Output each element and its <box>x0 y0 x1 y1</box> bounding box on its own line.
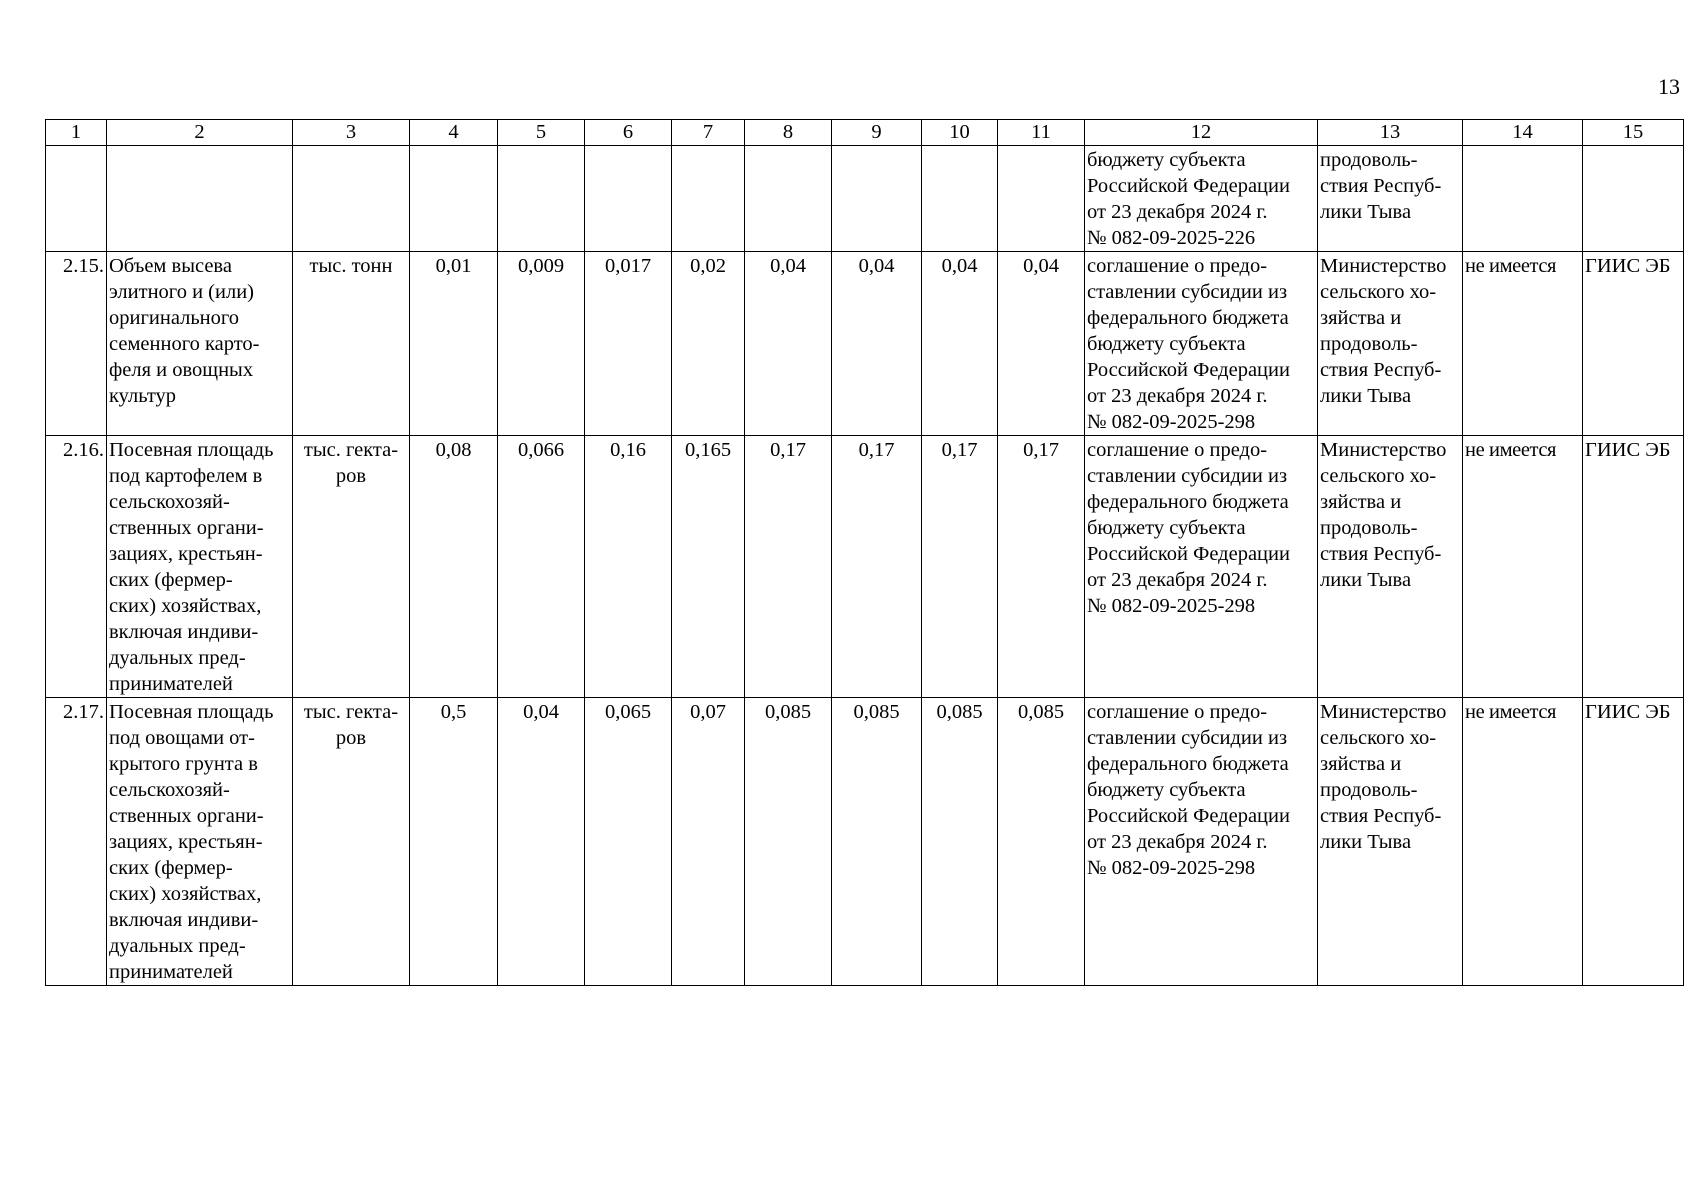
value-cell: 0,065 <box>585 698 672 986</box>
column-header: 10 <box>922 120 998 146</box>
value-cell: 0,16 <box>585 436 672 698</box>
column-header: 7 <box>672 120 745 146</box>
info-system-cell <box>1583 146 1684 252</box>
info-system-cell: ГИИС ЭБ <box>1583 698 1684 986</box>
responsible-org-cell: Министерство сельского хо- зяйства и продоволь- ствия Респуб- лики Тыва <box>1318 252 1463 436</box>
value-cell: 0,02 <box>672 252 745 436</box>
column-header: 13 <box>1318 120 1463 146</box>
value-cell: 0,009 <box>498 252 585 436</box>
value-cell: 0,085 <box>922 698 998 986</box>
row-number-cell: 2.15. <box>46 252 107 436</box>
column-header: 3 <box>293 120 410 146</box>
responsible-org-cell: Министерство сельского хо- зяйства и продоволь- ствия Респуб- лики Тыва <box>1318 436 1463 698</box>
value-cell: 0,04 <box>832 252 922 436</box>
value-cell <box>585 146 672 252</box>
column-header: 11 <box>998 120 1085 146</box>
unit-cell: тыс. гекта- ров <box>293 436 410 698</box>
value-cell: 0,085 <box>745 698 832 986</box>
indicator-name-cell: Объем высева элитного и (или) оригинального семенного карто- феля и овощных культур <box>107 252 293 436</box>
column-header: 12 <box>1085 120 1318 146</box>
indicator-name-cell: Посевная площадь под овощами от- крытого грунта в сельскохозяй- ственных органи- зациях, крестьян- ских (фермер- ских) хозяйствах, включая индиви- дуальных пред- принимателей <box>107 698 293 986</box>
value-cell: 0,066 <box>498 436 585 698</box>
value-cell <box>498 146 585 252</box>
page-number: 13 <box>1658 74 1680 99</box>
row-number-cell: 2.16. <box>46 436 107 698</box>
info-system-cell: ГИИС ЭБ <box>1583 436 1684 698</box>
table-row <box>46 698 1684 986</box>
value-cell <box>410 146 498 252</box>
info-availability-cell <box>1463 146 1583 252</box>
column-header: 8 <box>745 120 832 146</box>
source-document-cell: бюджету субъекта Российской Федерации от 23 декабря 2024 г. № 082-09-2025-226 <box>1085 146 1318 252</box>
value-cell: 0,01 <box>410 252 498 436</box>
row-number-cell <box>46 146 107 252</box>
info-availability-cell: не имеется <box>1463 436 1583 698</box>
info-system-cell: ГИИС ЭБ <box>1583 252 1684 436</box>
info-availability-cell: не имеется <box>1463 252 1583 436</box>
unit-cell: тыс. тонн <box>293 252 410 436</box>
column-header: 6 <box>585 120 672 146</box>
value-cell: 0,165 <box>672 436 745 698</box>
table-row <box>46 436 1684 698</box>
value-cell <box>998 146 1085 252</box>
value-cell: 0,07 <box>672 698 745 986</box>
value-cell: 0,04 <box>922 252 998 436</box>
value-cell <box>922 146 998 252</box>
value-cell: 0,5 <box>410 698 498 986</box>
value-cell: 0,085 <box>998 698 1085 986</box>
column-header: 5 <box>498 120 585 146</box>
value-cell: 0,17 <box>922 436 998 698</box>
column-header: 1 <box>46 120 107 146</box>
responsible-org-cell: продоволь- ствия Респуб- лики Тыва <box>1318 146 1463 252</box>
value-cell <box>745 146 832 252</box>
table-header-row <box>46 120 1684 146</box>
value-cell: 0,17 <box>745 436 832 698</box>
row-number-cell: 2.17. <box>46 698 107 986</box>
table-row <box>46 252 1684 436</box>
value-cell: 0,085 <box>832 698 922 986</box>
column-header: 4 <box>410 120 498 146</box>
value-cell: 0,17 <box>832 436 922 698</box>
value-cell: 0,17 <box>998 436 1085 698</box>
responsible-org-cell: Министерство сельского хо- зяйства и продоволь- ствия Респуб- лики Тыва <box>1318 698 1463 986</box>
column-header: 15 <box>1583 120 1684 146</box>
info-availability-cell: не имеется <box>1463 698 1583 986</box>
value-cell <box>832 146 922 252</box>
unit-cell: тыс. гекта- ров <box>293 698 410 986</box>
column-header: 9 <box>832 120 922 146</box>
value-cell: 0,04 <box>998 252 1085 436</box>
value-cell: 0,08 <box>410 436 498 698</box>
indicators-table <box>45 119 1684 986</box>
value-cell <box>672 146 745 252</box>
value-cell: 0,04 <box>745 252 832 436</box>
column-header: 2 <box>107 120 293 146</box>
source-document-cell: соглашение о предо- ставлении субсидии из федерального бюджета бюджету субъекта Российской Федерации от 23 декабря 2024 г. № 082-09-2025-298 <box>1085 436 1318 698</box>
unit-cell <box>293 146 410 252</box>
source-document-cell: соглашение о предо- ставлении субсидии из федерального бюджета бюджету субъекта Российской Федерации от 23 декабря 2024 г. № 082-09-2025-298 <box>1085 252 1318 436</box>
indicator-name-cell: Посевная площадь под картофелем в сельскохозяй- ственных органи- зациях, крестьян- ских (фермер- ских) хозяйствах, включая индиви- дуальных пред- принимателей <box>107 436 293 698</box>
column-header: 14 <box>1463 120 1583 146</box>
value-cell: 0,017 <box>585 252 672 436</box>
table-row <box>46 146 1684 252</box>
indicator-name-cell <box>107 146 293 252</box>
value-cell: 0,04 <box>498 698 585 986</box>
source-document-cell: соглашение о предо- ставлении субсидии из федерального бюджета бюджету субъекта Российской Федерации от 23 декабря 2024 г. № 082-09-2025-298 <box>1085 698 1318 986</box>
